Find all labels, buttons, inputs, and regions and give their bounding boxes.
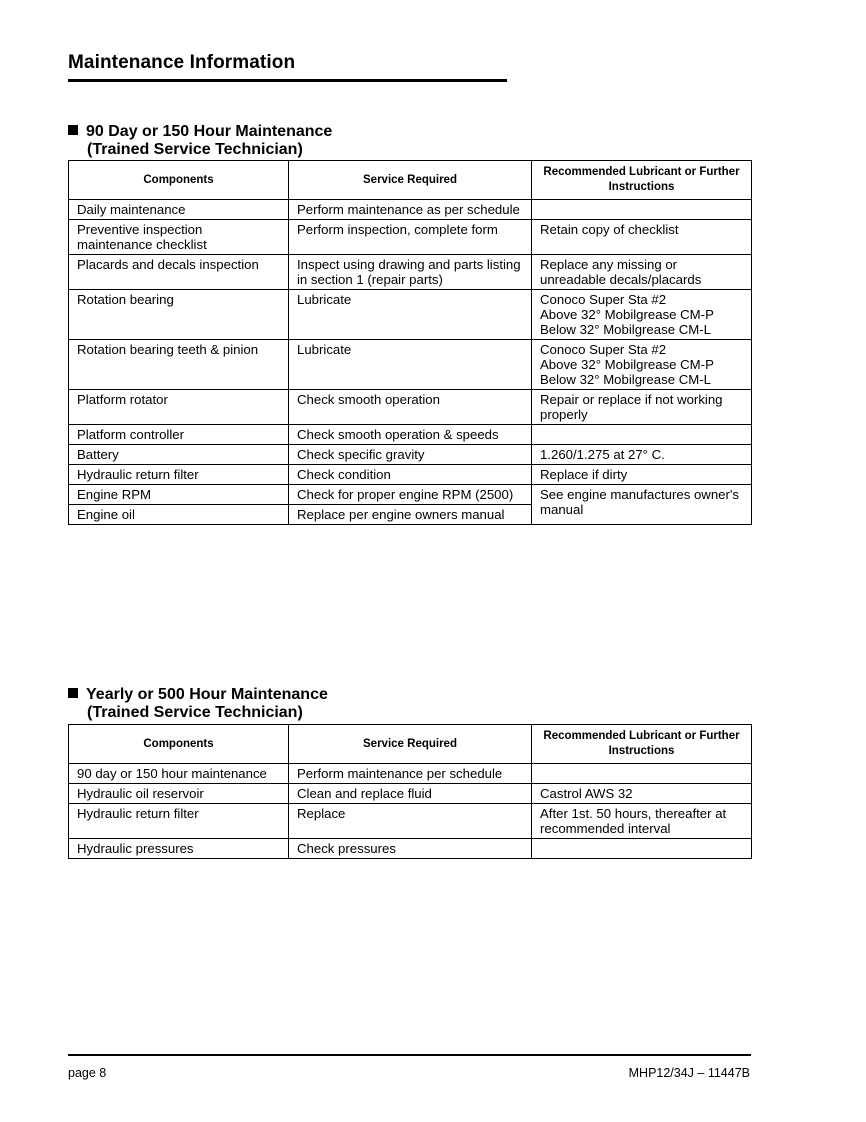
- cell-service: Perform maintenance as per schedule: [289, 200, 532, 220]
- page-title: Maintenance Information: [68, 52, 296, 73]
- column-header-lubricant: Recommended Lubricant or Further Instructions: [532, 725, 752, 764]
- cell-instructions: Conoco Super Sta #2 Above 32° Mobilgrease CM-P Below 32° Mobilgrease CM-L: [532, 290, 752, 340]
- cell-instructions: Conoco Super Sta #2 Above 32° Mobilgrease CM-P Below 32° Mobilgrease CM-L: [532, 340, 752, 390]
- footer-rule: [68, 1054, 751, 1056]
- table-row: [69, 390, 752, 425]
- cell-instructions: After 1st. 50 hours, thereafter at recommended interval: [532, 804, 752, 839]
- section-heading-yearly: [68, 686, 328, 722]
- section-title: Yearly or 500 Hour Maintenance: [86, 686, 328, 703]
- cell-component: Hydraulic oil reservoir: [69, 784, 289, 804]
- cell-instructions: [532, 200, 752, 220]
- cell-service: Check condition: [289, 465, 532, 485]
- column-header-components: Components: [69, 161, 289, 200]
- cell-component: Preventive inspection maintenance checklist: [69, 220, 289, 255]
- cell-instructions: Replace any missing or unreadable decals/placards: [532, 255, 752, 290]
- table-row: [69, 340, 752, 390]
- column-header-components: Components: [69, 725, 289, 764]
- cell-component: 90 day or 150 hour maintenance: [69, 764, 289, 784]
- table-row: [69, 485, 752, 505]
- square-bullet-icon: [68, 125, 78, 135]
- cell-instructions: [532, 425, 752, 445]
- cell-component: Platform controller: [69, 425, 289, 445]
- cell-component: Placards and decals inspection: [69, 255, 289, 290]
- cell-instructions: Repair or replace if not working properly: [532, 390, 752, 425]
- table-row: [69, 784, 752, 804]
- cell-service: Check smooth operation & speeds: [289, 425, 532, 445]
- table-row: [69, 839, 752, 859]
- column-header-service: Service Required: [289, 725, 532, 764]
- table-header-row: [69, 161, 752, 200]
- cell-service: Check for proper engine RPM (2500): [289, 485, 532, 505]
- section-heading-90-day: [68, 123, 332, 159]
- table-row: [69, 290, 752, 340]
- title-rule: [68, 79, 507, 82]
- table-header-row: [69, 725, 752, 764]
- cell-service: Check specific gravity: [289, 445, 532, 465]
- table-row: [69, 425, 752, 445]
- maintenance-table-90-day: [68, 160, 752, 525]
- cell-instructions: Replace if dirty: [532, 465, 752, 485]
- cell-service: Perform inspection, complete form: [289, 220, 532, 255]
- column-header-service: Service Required: [289, 161, 532, 200]
- table-row: [69, 804, 752, 839]
- cell-component: Daily maintenance: [69, 200, 289, 220]
- cell-service: Check smooth operation: [289, 390, 532, 425]
- cell-service: Check pressures: [289, 839, 532, 859]
- section-subtitle: (Trained Service Technician): [87, 704, 303, 721]
- cell-component: Engine oil: [69, 505, 289, 525]
- cell-component: Rotation bearing teeth & pinion: [69, 340, 289, 390]
- cell-component: Platform rotator: [69, 390, 289, 425]
- cell-service: Replace: [289, 804, 532, 839]
- table-row: [69, 200, 752, 220]
- cell-component: Rotation bearing: [69, 290, 289, 340]
- cell-instructions: Retain copy of checklist: [532, 220, 752, 255]
- cell-component: Hydraulic pressures: [69, 839, 289, 859]
- table-row: [69, 220, 752, 255]
- section-title: 90 Day or 150 Hour Maintenance: [86, 123, 333, 140]
- cell-service: Inspect using drawing and parts listing in section 1 (repair parts): [289, 255, 532, 290]
- table-row: [69, 255, 752, 290]
- square-bullet-icon: [68, 688, 78, 698]
- cell-component: Hydraulic return filter: [69, 465, 289, 485]
- cell-instructions: See engine manufactures owner's manual: [532, 485, 752, 525]
- column-header-lubricant: Recommended Lubricant or Further Instructions: [532, 161, 752, 200]
- cell-service: Perform maintenance per schedule: [289, 764, 532, 784]
- cell-component: Hydraulic return filter: [69, 804, 289, 839]
- section-subtitle: (Trained Service Technician): [87, 141, 303, 158]
- cell-instructions: Castrol AWS 32: [532, 784, 752, 804]
- table-row: [69, 445, 752, 465]
- document-id: MHP12/34J – 11447B: [628, 1066, 750, 1080]
- cell-service: Lubricate: [289, 290, 532, 340]
- cell-instructions: 1.260/1.275 at 27° C.: [532, 445, 752, 465]
- cell-service: Replace per engine owners manual: [289, 505, 532, 525]
- maintenance-table-yearly: [68, 724, 752, 859]
- cell-service: Clean and replace fluid: [289, 784, 532, 804]
- cell-instructions: [532, 764, 752, 784]
- table-row: [69, 465, 752, 485]
- cell-component: Engine RPM: [69, 485, 289, 505]
- cell-component: Battery: [69, 445, 289, 465]
- table-row: [69, 764, 752, 784]
- cell-service: Lubricate: [289, 340, 532, 390]
- cell-instructions: [532, 839, 752, 859]
- page-number: page 8: [68, 1066, 107, 1080]
